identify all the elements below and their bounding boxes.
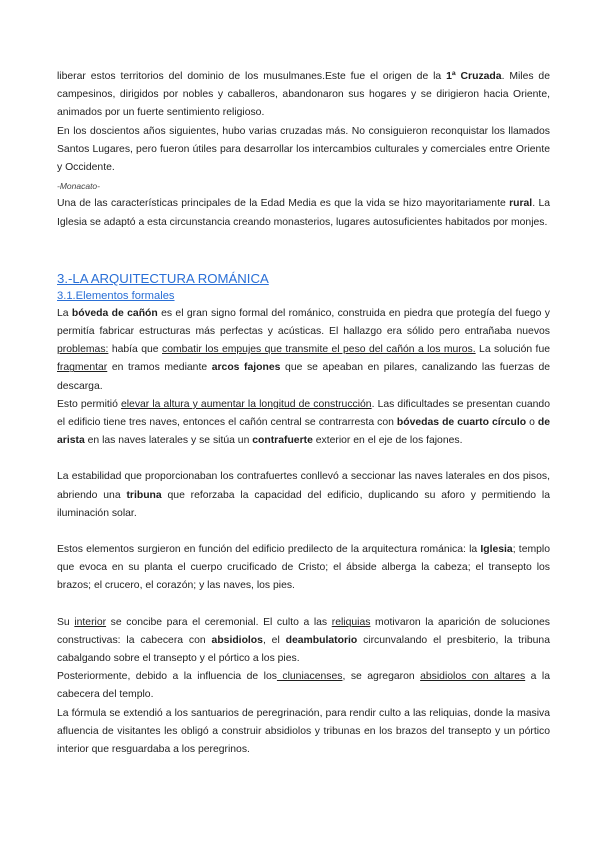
text-run: Su [57, 616, 75, 628]
text-run: liberar estos territorios del dominio de los musulmanes.Este fue el origen de la [57, 71, 447, 82]
text-run: -Monacato- [57, 181, 100, 192]
bold-term: contrafuerte [252, 435, 313, 447]
text-run: La [57, 307, 72, 319]
text-run: motivaron la aparición de soluciones constructivas: la cabecera con [57, 616, 550, 646]
text-run: en tramos mediante [107, 362, 212, 374]
text-run: a la cabecera del templo. [57, 671, 550, 701]
paragraph-cruzada [57, 68, 550, 123]
text-run: se concibe para el ceremonial. El culto a las [106, 616, 332, 628]
paragraph-vida-rural [57, 195, 550, 231]
paragraph-iglesia [57, 541, 550, 596]
text-run: ; templo que evoca en su planta el cuerpo crucificado de Cristo; el ábside alberga la cabeza; el transepto los brazos; el crucero, el corazón; y las naves, los pies. [57, 544, 550, 592]
text-run: había que [108, 344, 162, 356]
text-run: en las naves laterales y se sitúa un [84, 435, 253, 447]
text-run: que reforzaba la capacidad del edificio, duplicando su aforo y permitiendo la iluminación solar. [57, 489, 550, 519]
underlined-term: fragmentar [57, 362, 108, 374]
bold-term: bóveda de cañón [71, 307, 158, 319]
text-run: que se apeaban en pilares, canalizando las fuerzas de descarga. [57, 362, 551, 392]
bold-term: Iglesia [480, 544, 513, 556]
document-page [57, 68, 550, 759]
underlined-term: elevar la altura y aumentar la longitud de construcción [120, 398, 372, 410]
section-subheading: 3.1.Elementos formales [57, 289, 175, 302]
underlined-term: problemas: [57, 344, 109, 356]
paragraph-tribuna [57, 468, 550, 523]
label-monacato [57, 177, 550, 195]
paragraph-interior [57, 614, 550, 669]
bold-term: bóvedas de cuarto círculo [396, 417, 527, 429]
bold-term: rural [509, 198, 533, 210]
text-run: , el [262, 634, 286, 646]
bold-term: 1ª Cruzada [446, 71, 502, 82]
text-run: es el gran signo formal del románico, construida en piedra que protegía del fuego y permitía fabricar estructuras más perfectas y acústicas. El hallazgo era sólido pero entrañaba nuevos [57, 307, 550, 338]
underlined-term: absidiolos con altares [420, 671, 526, 683]
bold-term: deambulatorio [285, 634, 358, 646]
bold-term: arcos fajones [211, 362, 281, 374]
paragraph-peregrinacion [57, 705, 550, 760]
underlined-term: interior [74, 616, 107, 628]
text-run: exterior en el eje de los fajones. [312, 435, 463, 447]
underlined-term: reliquias [331, 616, 371, 628]
text-run: La estabilidad que proporcionaban los contrafuertes conllevó a seccionar las naves laterales en dos pisos, abriendo una [57, 471, 550, 501]
section-heading: 3.-LA ARQUITECTURA ROMÁNICA [57, 270, 269, 286]
underlined-term: combatir los empujes que transmite el peso del cañón a los muros. [162, 344, 476, 356]
paragraph-elevar-altura [57, 396, 550, 451]
text-run: Posteriormente, debido a la influencia de los [57, 671, 277, 683]
text-run: , se agregaron [342, 671, 421, 683]
bold-term: tribuna [126, 489, 162, 501]
text-run: Estos elementos surgieron en función del edificio predilecto de la arquitectura románica: la [57, 544, 481, 556]
underlined-term: cluniacenses [276, 671, 343, 683]
text-run: La fórmula se extendió a los santuarios de peregrinación, para rendir culto a las reliquias, donde la masiva afluencia de visitantes les obligó a construir absidiolos y tribunas en los brazos del transepto y un pórtico interior que resguardaba a los peregrinos. [57, 707, 550, 756]
text-run: Una de las características principales de la Edad Media es que la vida se hizo mayoritariamente [57, 198, 510, 210]
text-run: . Las dificultades se presentan cuando el edificio tiene tres naves, entonces el cañón central se contrarresta con [57, 398, 550, 429]
bold-term: absidiolos [211, 634, 263, 646]
paragraph-cruzadas-posteriores [57, 123, 550, 178]
text-run: . Miles de campesinos, dirigidos por nobles y caballeros, abandonaron sus hogares y se dirigieron hacia Oriente, animados por un fuerte sentimiento religioso. [57, 71, 550, 119]
text-run: . La Iglesia se adaptó a esta circunstancia creando monasterios, lugares autosuficientes habitados por monjes. [57, 198, 550, 228]
text-run: La solución fue [475, 344, 551, 356]
text-run: Esto permitió [57, 398, 121, 410]
paragraph-cluniacenses [57, 668, 550, 704]
paragraph-boveda [57, 305, 550, 396]
bold-term: de arista [57, 417, 550, 447]
text-run: En los doscientos años siguientes, hubo varias cruzadas más. No consiguieron reconquistar los llamados Santos Lugares, pero fueron útiles para desarrollar los intercambios culturales y comerciales entre Oriente y Occidente. [57, 125, 550, 174]
text-run: o [526, 417, 538, 429]
text-run: circunvalando el presbiterio, la tribuna cabalgando sobre el transepto y el pórtico a los pies. [57, 634, 550, 665]
